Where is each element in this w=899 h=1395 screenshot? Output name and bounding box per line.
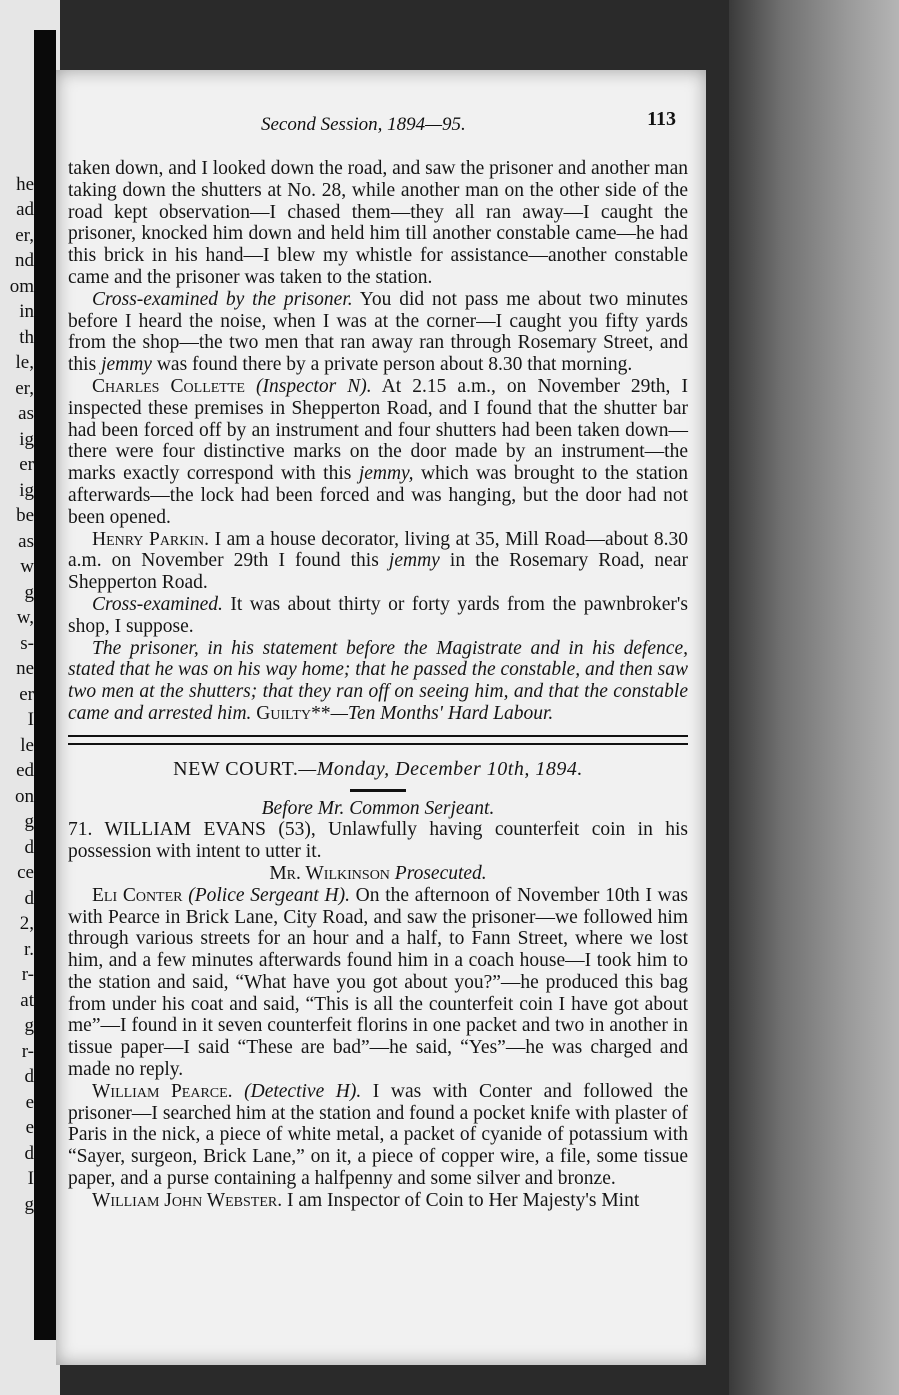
defendant-name: WILLIAM EVANS (53), xyxy=(104,819,316,841)
prosecutor-name: Mr. Wilkinson xyxy=(269,862,390,884)
paragraph-webster xyxy=(68,1190,688,1212)
gutter-fragment: ce xyxy=(17,862,34,884)
gutter-fragment: om xyxy=(9,275,34,297)
text: It was about thirty or forty yards from the pawnbroker's shop, I suppose. xyxy=(68,593,688,637)
witness-role: (Inspector N). xyxy=(256,375,372,397)
text: which was brought to the station afterwards—the lock had been forced and was hanging, but the door had not been opened. xyxy=(68,463,688,528)
section-divider xyxy=(68,735,688,745)
gutter-fragment: er xyxy=(19,683,34,705)
text: On the afternoon of November 10th I was with Pearce in Brick Lane, City Road, and saw the prisoner—we followed him through various streets for an hour and a half, to Fann Street, where we lost him, and a few minutes afterwards found him in a coach house—I took him to the station and said, “What have you got about you?”—he produced this bag from under his coat and said, “This is all the counterfeit coin I have got about me”—I found in it seven counterfeit florins in one packet and two in another in tissue paper—I said “These are bad”—he said, “Yes”—he was charged and made no reply. xyxy=(68,884,688,1081)
gutter-fragment: r- xyxy=(21,964,34,986)
court-name: NEW COURT. xyxy=(173,757,299,780)
paragraph-pearce xyxy=(68,1081,688,1190)
gutter-fragment: le, xyxy=(15,352,34,374)
witness-name: Eli Conter xyxy=(92,884,183,906)
gutter-fragment: d xyxy=(24,887,34,909)
book-page xyxy=(56,70,706,1365)
gutter-fragment: ad xyxy=(16,199,34,221)
gutter-fragment: r- xyxy=(21,1040,34,1062)
gutter-fragment: g xyxy=(24,581,34,603)
text: was found there by a private person about 8.30 that morning. xyxy=(151,354,633,376)
jemmy-italic: jemmy xyxy=(388,550,440,572)
witness-name: Charles Collette xyxy=(92,375,245,397)
gutter-fragment: d xyxy=(24,1066,34,1088)
gutter-fragment: w, xyxy=(16,607,34,629)
gutter-fragment: er, xyxy=(15,224,34,246)
paragraph-parkin xyxy=(68,529,688,594)
witness-role: (Detective H). xyxy=(244,1080,362,1102)
page-number: 113 xyxy=(647,108,676,130)
right-background-edge xyxy=(729,0,899,1395)
gutter-fragment: s- xyxy=(20,632,34,654)
left-binding-strip xyxy=(0,0,60,1395)
paragraph-defence xyxy=(68,638,688,725)
gutter-fragment: I xyxy=(27,709,34,731)
gutter-fragment: as xyxy=(18,530,34,552)
charge: Unlawfully having counterfeit coin in his possession with intent to utter it. xyxy=(68,819,688,863)
witness-name: William Pearce. xyxy=(92,1080,233,1102)
paragraph-cross-examination-1 xyxy=(68,289,688,376)
text: in the Rosemary Road, near Shepperton Road. xyxy=(68,550,688,594)
text: I am a house decorator, living at 35, Mill Road—about 8.30 a.m. on November 29th I found this xyxy=(68,528,688,572)
gutter-fragment: I xyxy=(27,1168,34,1190)
gutter-fragment: as xyxy=(18,403,34,425)
gutter-fragment: d xyxy=(24,836,34,858)
paragraph-cross-examination-2 xyxy=(68,594,688,638)
short-divider xyxy=(350,789,406,792)
gutter-fragment: ne xyxy=(16,658,34,680)
gutter-fragment: nd xyxy=(15,250,34,272)
court-heading xyxy=(68,759,688,781)
verdict: Guilty** xyxy=(256,702,331,724)
gutter-fragment: on xyxy=(15,785,34,807)
defence-statement: The prisoner, in his statement before the Magistrate and in his defence, stated that he was on his way home; that he passed the constable, and then saw two men at the shutters; that they ran off on seeing him, and that the constable came and arrested him. xyxy=(68,637,688,724)
paragraph-continuation: taken down, and I looked down the road, and saw the prisoner and another man taking down the shutters at No. 28, while another man on the other side of the road kept observation—I chased them—they all ran away—I caught the prisoner, knocked him down and held him till another constable came—he had this brick in his hand—I blew my whistle for assistance—another constable came and the prisoner was taken to the station. xyxy=(68,158,688,288)
paragraph-collette xyxy=(68,376,688,529)
court-date: —Monday, December 10th, 1894. xyxy=(298,757,583,780)
gutter-fragment: r. xyxy=(23,938,34,960)
case-heading xyxy=(68,819,688,863)
gutter-fragment: d xyxy=(24,1142,34,1164)
cross-label: Cross-examined by the prisoner. xyxy=(92,288,353,310)
gutter-fragment: in xyxy=(19,301,34,323)
gutter-fragment: th xyxy=(19,326,34,348)
gutter-fragment: g xyxy=(24,1015,34,1037)
page-header xyxy=(56,108,706,144)
gutter-fragment: er, xyxy=(15,377,34,399)
prosecution-line xyxy=(68,863,688,885)
text: I was with Conter and followed the prisoner—I searched him at the station and found a pocket knife with plaster of Paris in the nick, a piece of white metal, a packet of cyanide of potassium with “Sayer, surgeon, Brick Lane,” on it, a piece of copper wire, a file, some tissue paper, and a purse containing a halfpenny and some silver and bronze. xyxy=(68,1080,688,1190)
page-body xyxy=(68,158,688,1212)
running-head: Second Session, 1894—95. xyxy=(261,114,466,135)
witness-name: William John Webster. xyxy=(92,1189,283,1211)
gutter-fragment: g xyxy=(24,1193,34,1215)
text: At 2.15 a.m., on November 29th, I inspected these premises in Shepperton Road, and I found that the shutter bar had been forced off by an instrument and four shutters had been taken down—there were four distinctive marks on the door made by an instrument—the marks exactly correspond with this xyxy=(68,375,688,485)
gutter-fragment: ig xyxy=(19,428,34,450)
prosecuted-word: Prosecuted. xyxy=(394,862,487,884)
jemmy-italic: jemmy, xyxy=(358,463,414,485)
before-judge: Before Mr. Common Serjeant. xyxy=(261,797,495,819)
gutter-fragment: le xyxy=(20,734,34,756)
witness-name: Henry Parkin. xyxy=(92,528,210,550)
gutter-fragment: he xyxy=(16,174,34,195)
gutter-fragment: 2, xyxy=(19,913,34,935)
gutter-fragment: ed xyxy=(16,760,34,782)
gutter-fragment: e xyxy=(25,1117,34,1139)
text: I am Inspector of Coin to Her Majesty's Mint xyxy=(282,1189,640,1211)
cross-label: Cross-examined. xyxy=(92,593,223,615)
paragraph-conter xyxy=(68,885,688,1081)
gutter-fragment: w xyxy=(20,556,34,578)
binding-shadow xyxy=(34,30,56,1340)
sentence: —Ten Months' Hard Labour. xyxy=(330,702,554,724)
gutter-fragment: e xyxy=(25,1091,34,1113)
gutter-fragment: g xyxy=(24,811,34,833)
text: You did not pass me about two minutes before I heard the noise, when I was at the corner—I caught you fifty yards from the shop—the two men that ran away ran through Rosemary Street, and this xyxy=(68,288,688,376)
gutter-fragment: at xyxy=(20,989,34,1011)
gutter-fragment: be xyxy=(16,505,34,527)
jemmy-italic: jemmy xyxy=(101,354,152,376)
gutter-fragment: er xyxy=(19,454,34,476)
witness-role: (Police Sergeant H). xyxy=(188,884,350,906)
case-number: 71. xyxy=(68,819,93,841)
gutter-fragment: ig xyxy=(19,479,34,501)
